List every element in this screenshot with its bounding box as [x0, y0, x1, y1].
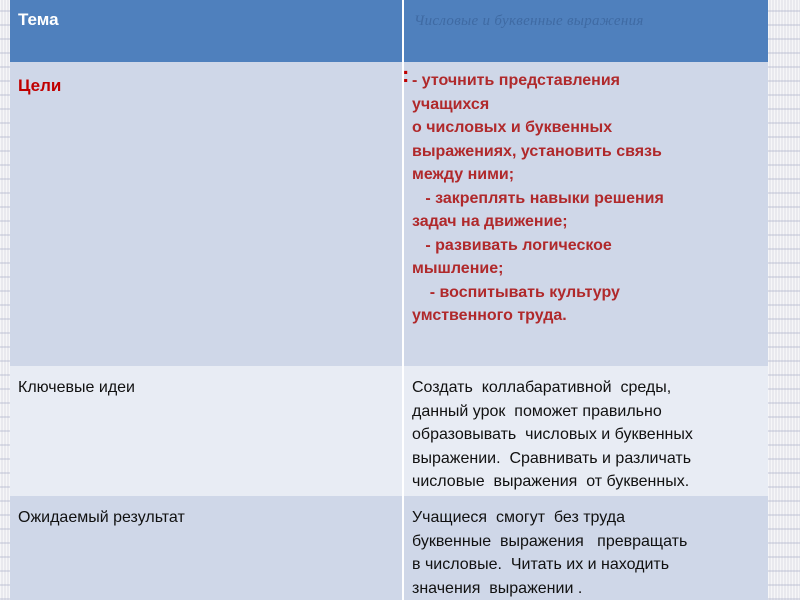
goals-label: Цели [18, 76, 62, 95]
goals-line: учащихся [412, 95, 490, 113]
lesson-plan-table [10, 0, 768, 600]
goals-line: - закреплять навыки решения [412, 189, 664, 207]
expected-result-line: значения выражении . [412, 579, 583, 597]
table-row-topic [10, 0, 768, 64]
goals-line: - воспитывать культуру [412, 283, 620, 301]
key-ideas-text [412, 372, 760, 494]
goals-line: задач на движение; [412, 213, 568, 230]
expected-result-text-cell [402, 496, 768, 600]
goals-label-cell [10, 62, 402, 366]
goals-line: о числовых и буквенных [412, 119, 613, 136]
expected-result-label: Ожидаемый результат [18, 509, 185, 526]
table-row-expected-result [10, 496, 768, 600]
topic-label: Тема [18, 10, 59, 29]
expected-result-line: в числовые. Читать их и находить [412, 556, 670, 573]
expected-result-label-cell [10, 496, 402, 600]
key-ideas-line: образовывать числовых и буквенных [412, 426, 693, 443]
key-ideas-line: Создать коллабаративной среды, [412, 379, 672, 396]
expected-result-line: Учащиеся смогут без труда [412, 509, 625, 526]
table-row-goals [10, 62, 768, 368]
goals-line: - развивать логическое [412, 236, 612, 254]
expected-result-text [412, 502, 760, 600]
topic-value: Числовые и буквенные выражения [414, 13, 644, 29]
goals-line: - уточнить представления [412, 72, 620, 89]
topic-label-cell [10, 0, 402, 62]
goals-colon-mark: : [402, 62, 410, 87]
goals-line: умственного труда. [412, 307, 567, 324]
key-ideas-label: Ключевые идеи [18, 379, 135, 396]
goals-line: между ними; [412, 166, 515, 183]
key-ideas-line: данный урок поможет правильно [412, 402, 662, 420]
goals-line: выражениях, установить связь [412, 142, 662, 160]
table-row-key-ideas [10, 366, 768, 498]
expected-result-line: буквенные выражения превращать [412, 532, 688, 550]
key-ideas-line: числовые выражения от буквенных. [412, 473, 690, 490]
key-ideas-line: выражении. Сравнивать и различать [412, 449, 692, 467]
key-ideas-text-cell [402, 366, 768, 496]
key-ideas-label-cell [10, 366, 402, 496]
goals-text-cell [402, 62, 768, 366]
goals-line: мышление; [412, 260, 504, 277]
topic-value-cell [402, 0, 768, 62]
